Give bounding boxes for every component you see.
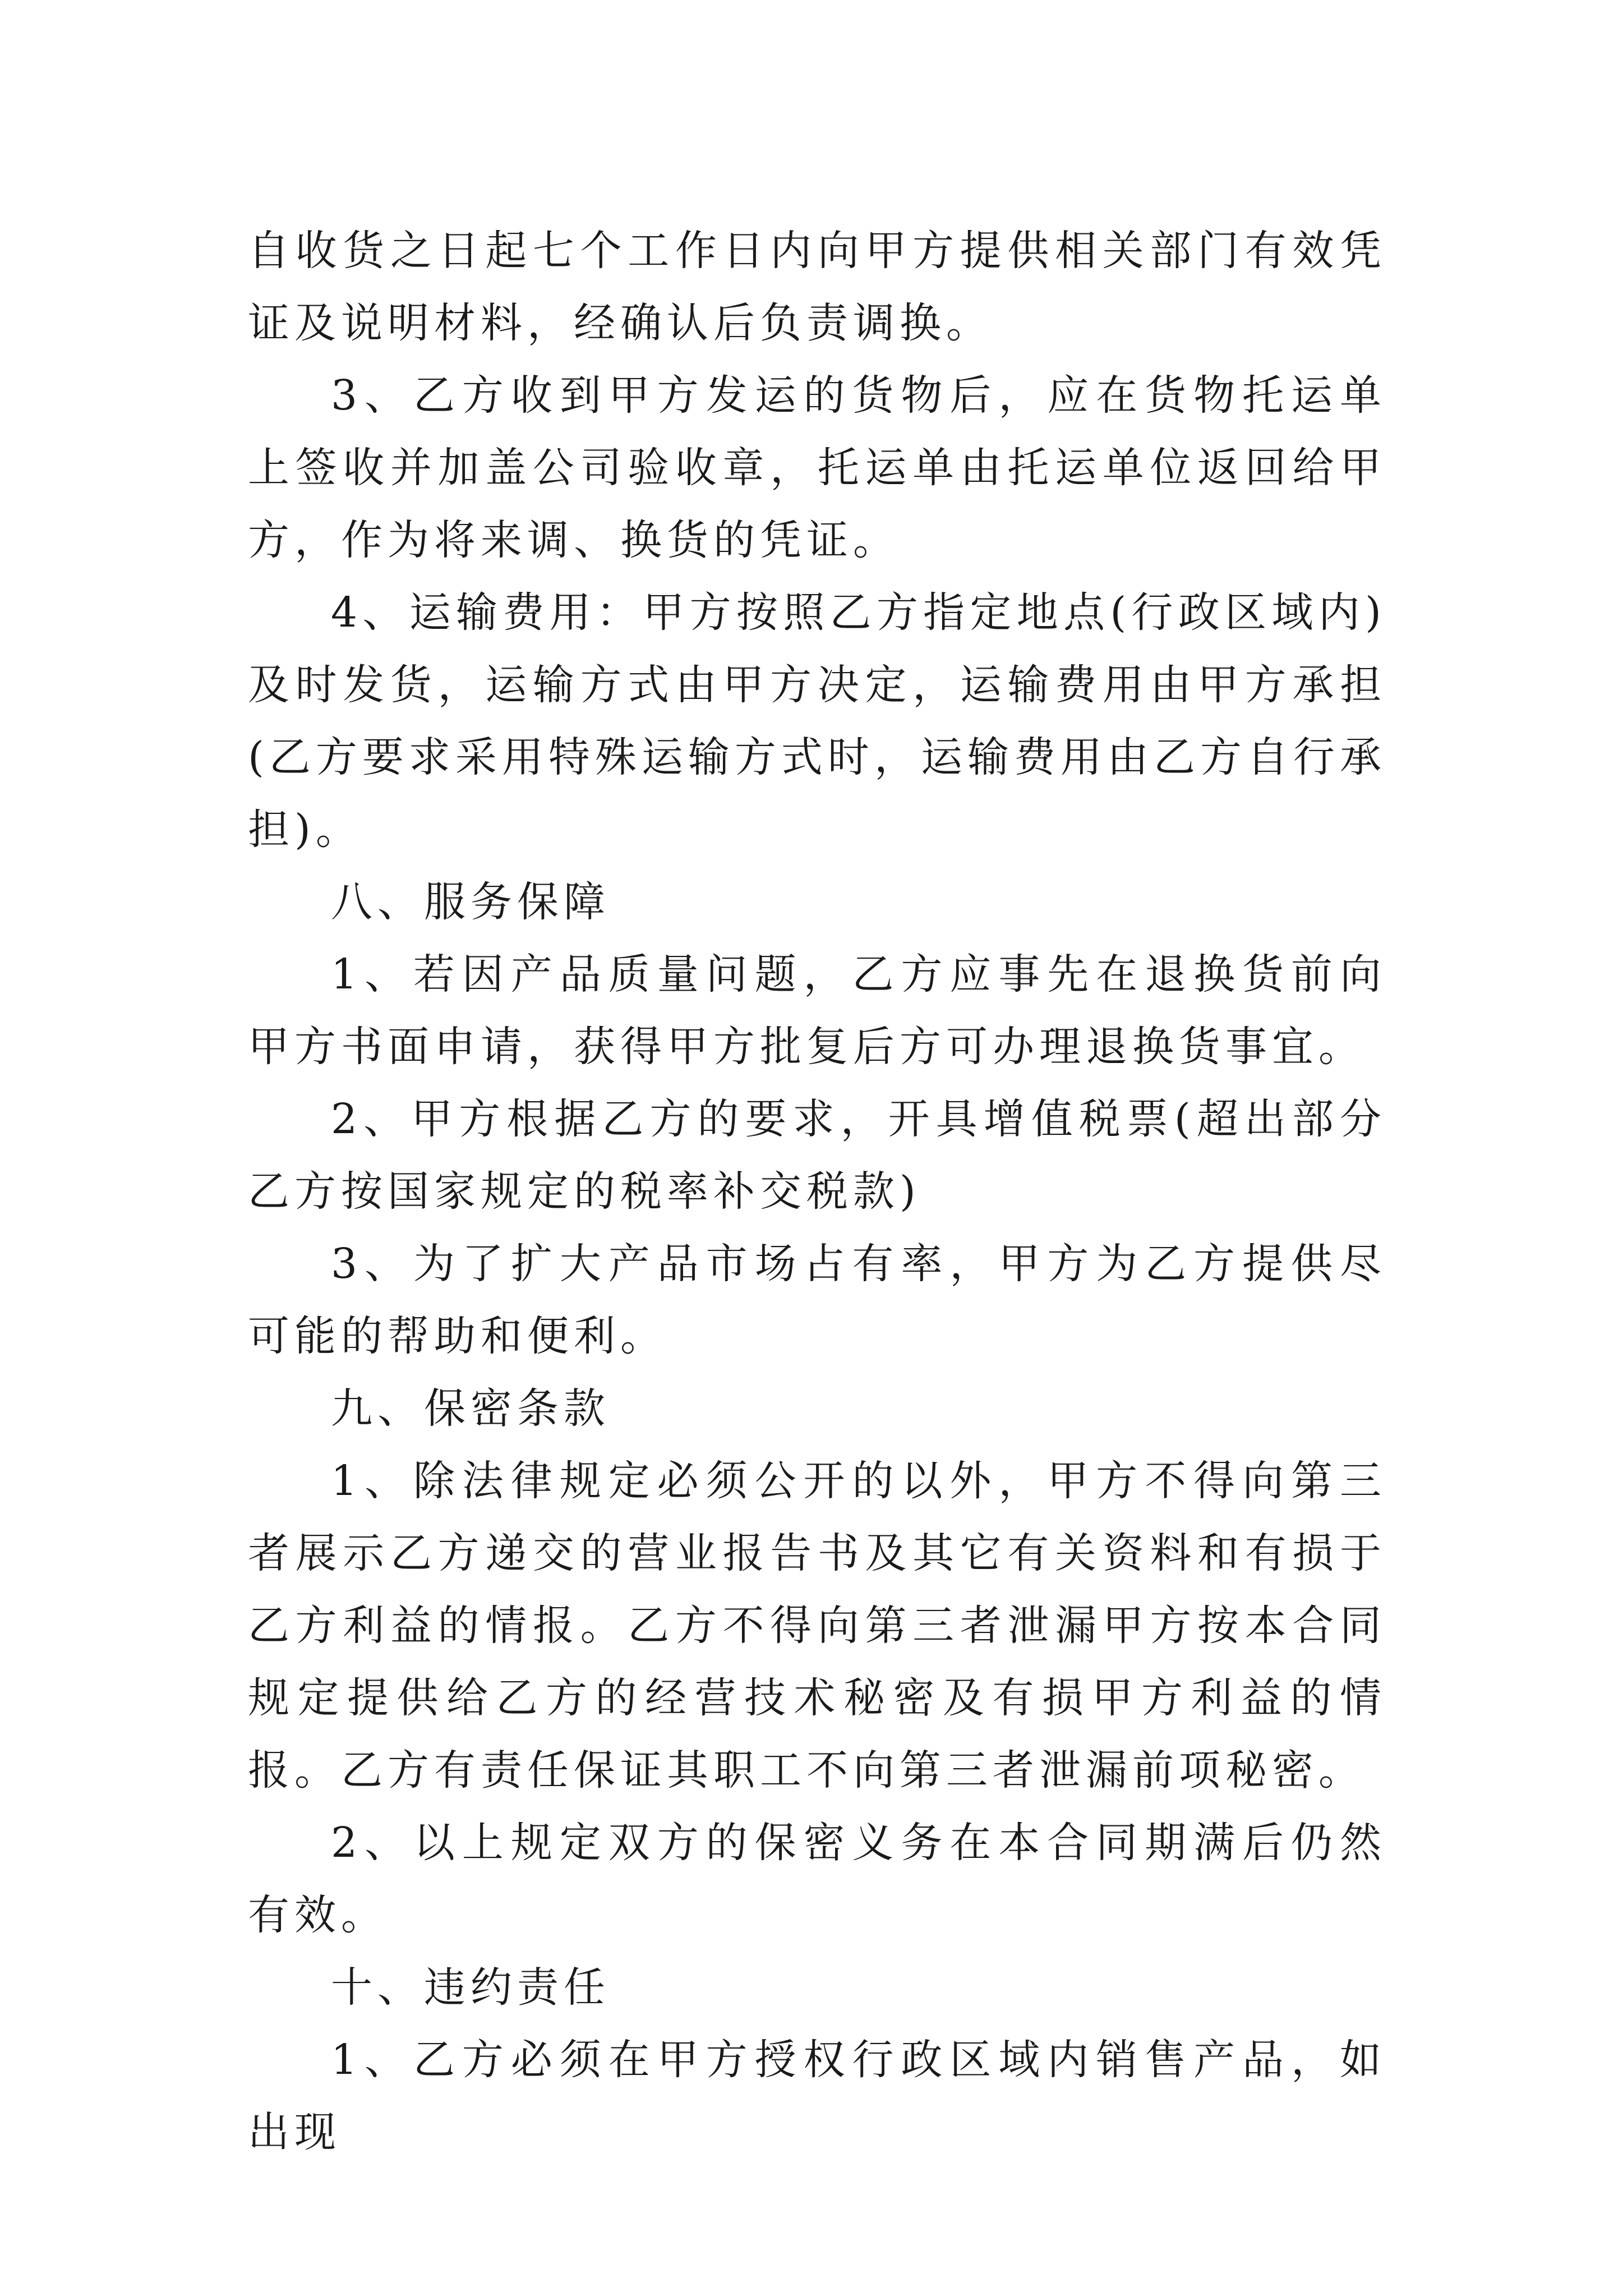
document-body <box>248 215 1386 2169</box>
clause-8-3: 3、为了扩大产品市场占有率，甲方为乙方提供尽可能的帮助和便利。 <box>248 1240 1386 1360</box>
clause-8-1: 1、若因产品质量问题，乙方应事先在退换货前向甲方书面申请，获得甲方批复后方可办理退换货事宜。 <box>248 950 1386 1071</box>
clause-8-2: 2、甲方根据乙方的要求，开具增值税票(超出部分乙方按国家规定的税率补交税款) <box>248 1095 1386 1216</box>
clause-9-2: 2、以上规定双方的保密义务在本合同期满后仍然有效。 <box>248 1819 1386 1939</box>
clause-7-4: 4、运输费用：甲方按照乙方指定地点(行政区域内)及时发货，运输方式由甲方决定，运输费用由甲方承担(乙方要求采用特殊运输方式时，运输费用由乙方自行承担)。 <box>248 588 1386 854</box>
section-heading-8: 八、服务保障 <box>331 878 610 926</box>
clause-9-1: 1、除法律规定必须公开的以外，甲方不得向第三者展示乙方递交的营业报告书及其它有关资料和有损于乙方利益的情报。乙方不得向第三者泄漏甲方按本合同规定提供给乙方的经营技术秘密及有损甲方利益的情报。乙方有责任保证其职工不向第三者泄漏前项秘密。 <box>248 1457 1386 1795</box>
clause-7-3: 3、乙方收到甲方发运的货物后，应在货物托运单上签收并加盖公司验收章，托运单由托运单位返回给甲方，作为将来调、换货的凭证。 <box>248 371 1386 564</box>
section-heading-10: 十、违约责任 <box>331 1963 610 2012</box>
paragraph-continuation: 自收货之日起七个工作日内向甲方提供相关部门有效凭证及说明材料，经确认后负责调换。 <box>248 227 1386 347</box>
section-heading-9: 九、保密条款 <box>331 1384 610 1433</box>
clause-10-1: 1、乙方必须在甲方授权行政区域内销售产品，如出现 <box>248 2036 1386 2156</box>
